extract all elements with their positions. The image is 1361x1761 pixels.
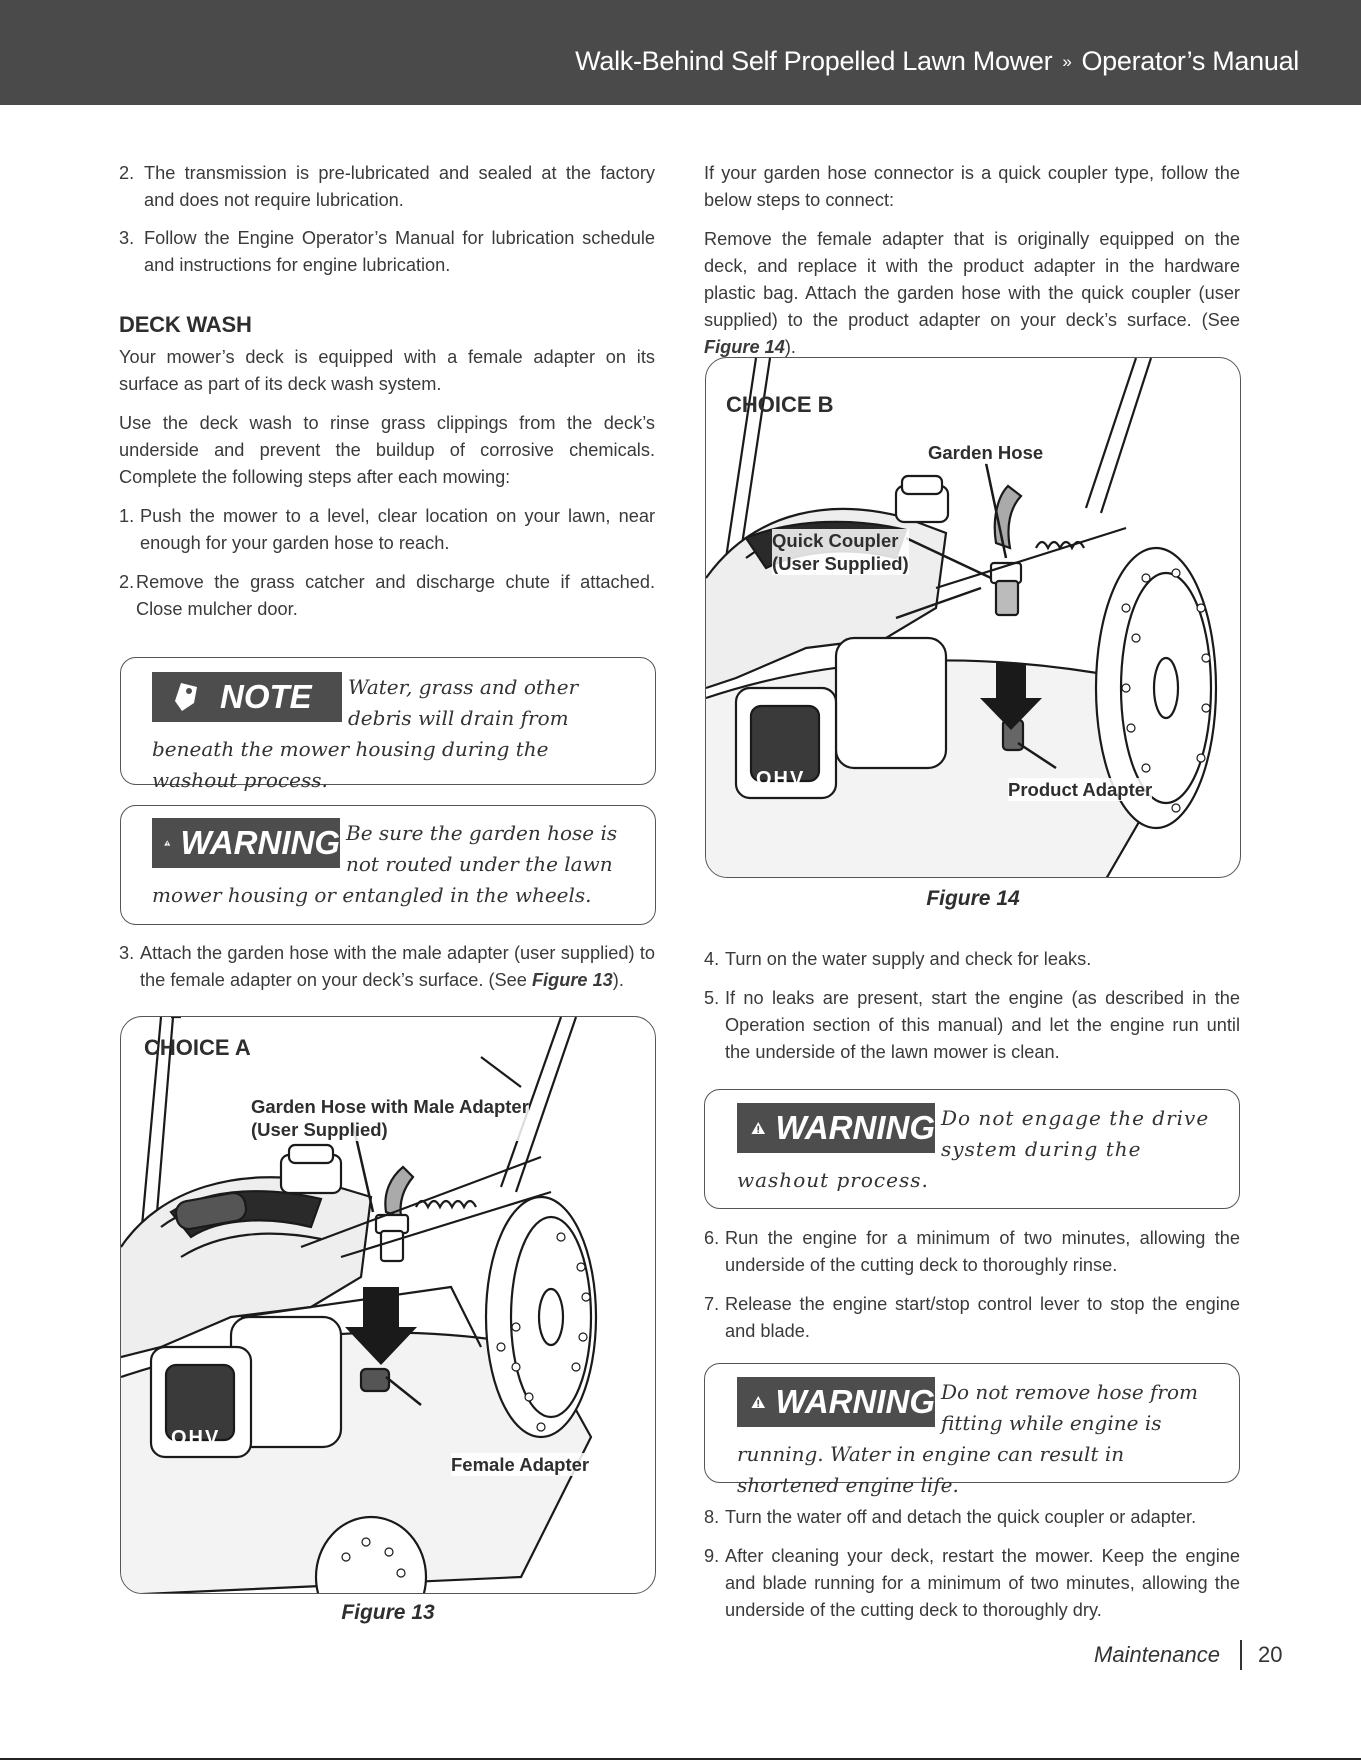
figure-14-caption: Figure 14: [926, 887, 1020, 910]
step-number: 5.: [704, 988, 720, 1008]
warning-triangle-icon: [751, 1386, 766, 1418]
header-manual: Operator’s Manual: [1081, 46, 1299, 76]
step-text: Follow the Engine Operator’s Manual for lubrication schedule and instructions for engine lubrication.: [144, 228, 655, 275]
choice-b-label: CHOICE B: [726, 392, 834, 417]
warning-triangle-icon: [164, 827, 171, 859]
footer-section-name: Maintenance: [1094, 1642, 1220, 1667]
list-item: [119, 503, 655, 557]
callout-line: Quick Coupler: [772, 530, 899, 551]
step-text: Push the mower to a level, clear location on your lawn, near enough for your garden hose to reach.: [140, 506, 655, 553]
paragraph-main: Remove the female adapter that is originally equipped on the deck, and replace it with the product adapter in the hardware plastic bag. Attach the garden hose with the quick coupler (user supplied) to the product adapter on your deck’s surface. (See: [704, 229, 1240, 330]
warning-text: Do not remove hose from fitting while engine is running. Water in engine can result in shortened engine life.: [737, 1380, 1198, 1497]
callout-line: (User Supplied): [772, 553, 909, 574]
warning-label: WARNING: [775, 1109, 935, 1146]
header-title: [575, 46, 1299, 77]
paragraph: Your mower’s deck is equipped with a female adapter on its surface as part of its deck wash system.: [119, 347, 655, 394]
warning-text: Be sure the garden hose is not routed under the lawn mower housing or entangled in the wheels.: [152, 821, 618, 907]
warning-badge: [152, 818, 340, 868]
callout-product-adapter: Product Adapter: [1008, 779, 1153, 800]
warning-badge: [737, 1377, 935, 1427]
step-number: 6.: [704, 1228, 720, 1248]
note-callout: [120, 657, 656, 792]
page-number: 20: [1258, 1642, 1283, 1667]
callout-female-adapter: Female Adapter: [451, 1454, 590, 1475]
paragraph-end: ).: [784, 337, 796, 357]
header-product: Walk-Behind Self Propelled Lawn Mower: [575, 46, 1053, 76]
step-text-end: ).: [612, 970, 624, 990]
callout-garden-hose: Garden Hose: [928, 442, 1044, 463]
step-number: 1.: [119, 506, 135, 526]
note-badge: [152, 672, 342, 722]
warning-callout: [704, 1363, 1240, 1497]
figure-13-caption: Figure 13: [341, 1601, 435, 1624]
callout-line: (User Supplied): [251, 1119, 388, 1140]
step-number: 9.: [704, 1546, 720, 1566]
bottom-rule: [0, 1758, 1361, 1760]
step-text: After cleaning your deck, restart the mower. Keep the engine and blade running for a minimum of two minutes, allowing the underside of the cutting deck to thoroughly dry.: [725, 1546, 1240, 1620]
callout-garden-hose-male: [251, 1095, 529, 1141]
figure-13: [120, 1016, 656, 1594]
step-text: Turn on the water supply and check for leaks.: [725, 949, 1092, 969]
left-column: [119, 160, 655, 623]
warning-text: Do not engage the drive system during the washout process.: [737, 1106, 1210, 1192]
step-number: 3.: [119, 943, 135, 963]
note-label: NOTE: [220, 678, 312, 715]
footer-divider: [1240, 1640, 1242, 1670]
callout-quick-coupler: [772, 529, 909, 575]
warning-callout: [704, 1089, 1240, 1209]
left-column-lower: [119, 940, 655, 994]
list-item: [704, 946, 1240, 973]
right-steps-b: [704, 1225, 1240, 1345]
step-number: 7.: [704, 1294, 720, 1314]
list-item: [119, 225, 655, 279]
right-steps-a: [704, 946, 1240, 1066]
list-item: [704, 1291, 1240, 1345]
note-text: Water, grass and other debris will drain from beneath the mower housing during the washout process.: [152, 675, 579, 792]
engine-ohv-mark: OHV: [171, 1427, 221, 1449]
figure-reference: Figure 13: [531, 970, 613, 990]
page-header: [0, 0, 1361, 105]
section-heading: DECK WASH: [119, 312, 252, 337]
right-steps-c: [704, 1504, 1240, 1624]
header-separator: »: [1062, 52, 1072, 71]
list-item: [704, 985, 1240, 1066]
step-number: 2.: [119, 572, 135, 592]
step-text: Remove the grass catcher and discharge chute if attached. Close mulcher door.: [136, 572, 655, 619]
step-text: If no leaks are present, start the engine (as described in the Operation section of this manual) and let the engine run until the underside of the lawn mower is clean.: [725, 988, 1240, 1062]
paragraph: Use the deck wash to rinse grass clippings from the deck’s underside and prevent the buildup of corrosive chemicals. Complete the following steps after each mowing:: [119, 413, 655, 487]
paragraph: [704, 226, 1240, 361]
warning-label: WARNING: [775, 1383, 935, 1420]
list-item: [119, 160, 655, 214]
step-number: 3.: [119, 228, 135, 248]
warning-label: WARNING: [180, 824, 340, 861]
step-number: 8.: [704, 1507, 720, 1527]
step-text: Run the engine for a minimum of two minutes, allowing the underside of the cutting deck to thoroughly rinse.: [725, 1228, 1240, 1275]
list-item: [119, 940, 655, 994]
paragraph: If your garden hose connector is a quick coupler type, follow the below steps to connect:: [704, 163, 1240, 210]
figure-reference: Figure 14: [704, 337, 785, 357]
warning-callout: [120, 805, 656, 925]
warning-badge: [737, 1103, 935, 1153]
right-column: [704, 160, 1240, 361]
warning-triangle-icon: [751, 1112, 766, 1144]
step-number: 4.: [704, 949, 720, 969]
list-item: [704, 1504, 1240, 1531]
tag-icon: [172, 681, 200, 713]
step-text: Turn the water off and detach the quick coupler or adapter.: [725, 1507, 1197, 1527]
step-text: Release the engine start/stop control lever to stop the engine and blade.: [725, 1294, 1240, 1341]
step-text-main: Attach the garden hose with the male adapter (user supplied) to the female adapter on your deck’s surface. (See: [140, 943, 655, 990]
step-text: The transmission is pre-lubricated and sealed at the factory and does not require lubrication.: [144, 163, 655, 210]
step-number: 2.: [119, 163, 135, 183]
engine-ohv-mark: OHV: [756, 768, 806, 790]
callout-line: Garden Hose with Male Adapter: [251, 1096, 529, 1117]
list-item: [119, 569, 655, 623]
list-item: [704, 1543, 1240, 1624]
list-item: [704, 1225, 1240, 1279]
figure-14: [705, 357, 1241, 878]
step-text: [140, 940, 655, 994]
choice-a-label: CHOICE A: [144, 1035, 251, 1060]
mower-illustration-b: [706, 358, 1241, 878]
